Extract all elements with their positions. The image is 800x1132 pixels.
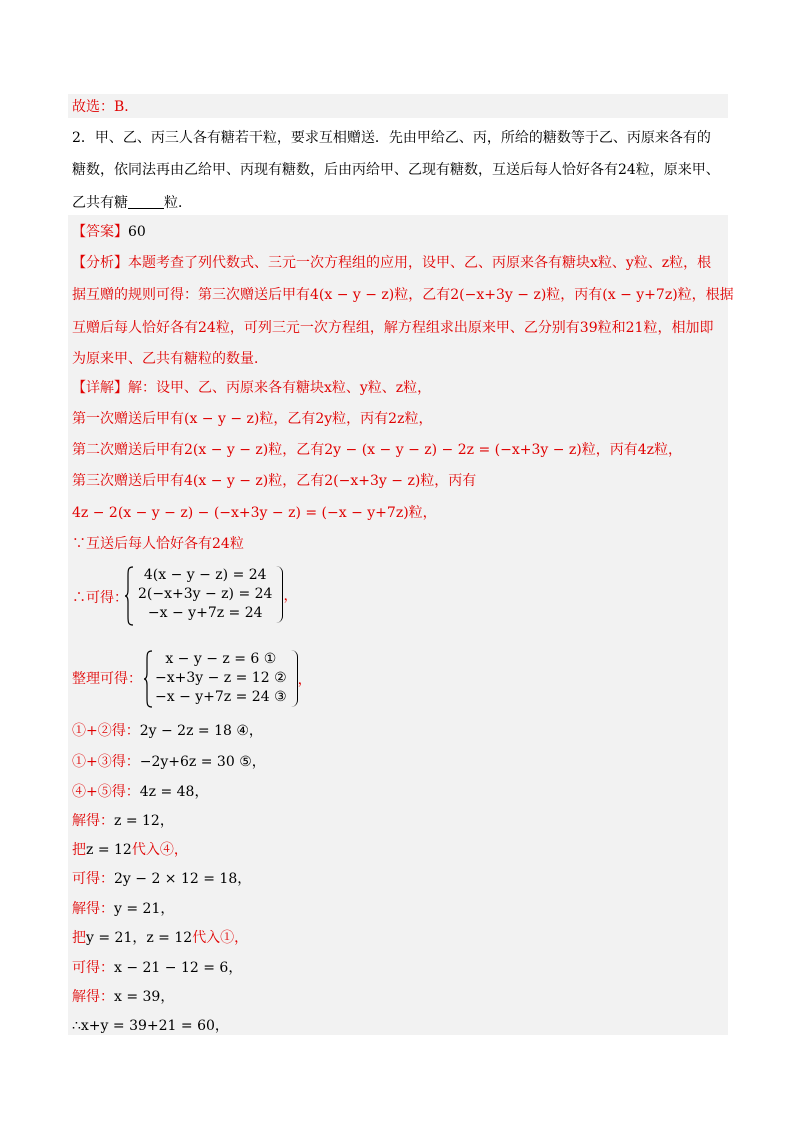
detail-line-2: 第一次赠送后甲有(x − y − z)粒，乙有2y粒，丙有2z粒， bbox=[72, 411, 433, 427]
step-equation: x − 21 − 12 = 6， bbox=[114, 960, 243, 976]
system1-eq-3: −x − y+7z = 24 bbox=[147, 605, 263, 621]
system2-eq-1: x − y − z = 6 ① bbox=[165, 651, 277, 667]
step-equation: 2y − 2 × 12 = 18， bbox=[114, 871, 252, 887]
step-label: 可得： bbox=[72, 960, 114, 976]
system1-eq-2: 2(−x+3y − z) = 24 bbox=[138, 586, 273, 602]
top-shade bbox=[68, 94, 728, 118]
step-label: ①+③得： bbox=[72, 754, 140, 770]
answer-value: 60 bbox=[128, 224, 146, 240]
step-10 bbox=[72, 987, 174, 1007]
system1-eq-1: 4(x − y − z) = 24 bbox=[143, 567, 267, 583]
step-suffix: 代入④， bbox=[131, 842, 188, 858]
step-4 bbox=[72, 811, 174, 831]
question-line-2: 糖数，依同法再由乙给甲、丙现有糖数，后由丙给甲、乙现有糖数，互送后每人恰好各有24粒，原来甲、 bbox=[72, 162, 720, 178]
question-text-end: 粒． bbox=[164, 195, 192, 211]
step-equation: y = 21，z = 12 bbox=[86, 930, 193, 946]
step-label: 把 bbox=[72, 842, 86, 858]
left-brace-icon bbox=[143, 650, 153, 707]
system2-eq-2: −x+3y − z = 12 ② bbox=[155, 670, 287, 686]
step-5 bbox=[72, 840, 188, 860]
system1-end: ， bbox=[283, 587, 298, 604]
step-label: 把 bbox=[72, 930, 86, 946]
answer-line bbox=[72, 222, 146, 242]
step-6 bbox=[72, 869, 251, 889]
analysis-line-3: 互赠后每人恰好各有24粒，可列三元一次方程组，解方程组求出原来甲、乙分别有39粒和21粒，相加即 bbox=[72, 320, 714, 336]
step-equation: 2y − 2z = 18 ④， bbox=[139, 723, 263, 739]
right-paren-icon bbox=[291, 650, 298, 707]
step-equation: ∴x+y = 39+21 = 60， bbox=[72, 1018, 229, 1034]
question-text: 乙共有糖 bbox=[72, 195, 128, 211]
system2-eq-3: −x − y+7z = 24 ③ bbox=[155, 689, 287, 705]
detail-line-4: 第三次赠送后甲有4(x − y − z)粒，乙有2(−x+3y − z)粒，丙有 bbox=[72, 473, 477, 489]
equation-system-1 bbox=[124, 566, 297, 623]
step-label: 解得： bbox=[72, 901, 114, 917]
analysis-line-2: 据互赠的规则可得：第三次赠送后甲有4(x − y − z)粒，乙有2(−x+3y − z)粒，丙有(x − y+7z)粒，根据 bbox=[72, 287, 734, 303]
step-7 bbox=[72, 899, 174, 919]
detail-line-3: 第二次赠送后甲有2(x − y − z)粒，乙有2y − (x − y − z) − 2z = (−x+3y − z)粒，丙有4z粒， bbox=[72, 442, 683, 458]
analysis-line-1: 【分析】本题考查了列代数式、三元一次方程组的应用，设甲、乙、丙原来各有糖块x粒、y粒、z粒，根 bbox=[72, 255, 712, 271]
detail-line-1: 【详解】解：设甲、乙、丙原来各有糖块x粒、y粒、z粒， bbox=[72, 380, 432, 396]
step-label: 可得： bbox=[72, 871, 114, 887]
step-11 bbox=[72, 1016, 229, 1036]
question-line-1: 2．甲、乙、丙三人各有糖若干粒，要求互相赠送．先由甲给乙、丙，所给的糖数等于乙、丙原来各有的 bbox=[72, 130, 711, 146]
detail-line-6: ∵互送后每人恰好各有24粒 bbox=[72, 536, 244, 552]
step-1 bbox=[72, 721, 263, 741]
system2-end: ， bbox=[297, 671, 312, 688]
right-paren-icon bbox=[276, 566, 283, 623]
step-label: 解得： bbox=[72, 989, 114, 1005]
system2-label: 整理可得： bbox=[72, 671, 142, 687]
equation-system-2 bbox=[143, 650, 312, 707]
answer-label: 【答案】 bbox=[72, 224, 128, 240]
detail-line-5: 4z − 2(x − y − z) − (−x+3y − z) = (−x − y+7z)粒， bbox=[72, 505, 437, 521]
left-brace-icon bbox=[124, 566, 134, 623]
choice-line: 故选：B． bbox=[72, 99, 139, 115]
question-line-3 bbox=[72, 193, 192, 213]
step-label: ①+②得： bbox=[72, 723, 140, 739]
step-equation: 4z = 48， bbox=[139, 784, 209, 800]
step-label: 解得： bbox=[72, 813, 114, 829]
step-equation: −2y+6z = 30 ⑤， bbox=[139, 754, 266, 770]
step-9 bbox=[72, 958, 242, 978]
step-3 bbox=[72, 782, 208, 802]
step-suffix: 代入①， bbox=[192, 930, 249, 946]
step-8 bbox=[72, 928, 248, 948]
step-equation: z = 12 bbox=[86, 842, 132, 858]
step-equation: y = 21， bbox=[114, 901, 175, 917]
step-2 bbox=[72, 752, 266, 772]
analysis-line-4: 为原来甲、乙共有糖粒的数量． bbox=[72, 351, 268, 367]
step-equation: z = 12， bbox=[114, 813, 174, 829]
step-label: ④+⑤得： bbox=[72, 784, 140, 800]
answer-blank bbox=[128, 194, 164, 209]
step-equation: x = 39， bbox=[114, 989, 175, 1005]
system1-label: ∴可得： bbox=[72, 590, 128, 606]
